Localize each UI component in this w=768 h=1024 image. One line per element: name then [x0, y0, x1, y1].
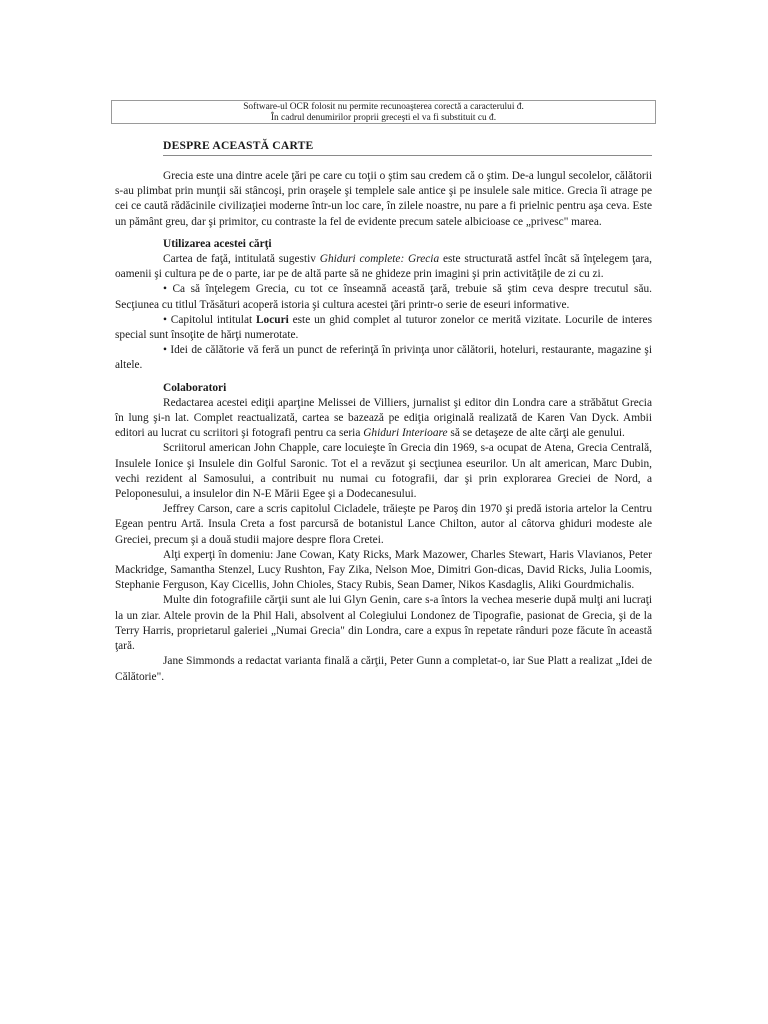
document-content	[115, 138, 652, 685]
section-heading-collaborators: Colaboratori	[163, 381, 227, 394]
collaborators-paragraph-5: Multe din fotografiile cărţii sunt ale lui Glyn Genin, care s-a întors la vechea meserie după mulţi ani lucraţi la un ziar. Altele provin de la Phil Hali, absolvent al Colegiului Londonez de Tipografie, pasionat de Grecia, şi de la Terry Harris, proprietarul galeriei „Numai Grecia" din Londra, care a expus în repetate rânduri poze făcute în această ţară.	[115, 594, 652, 653]
ocr-notice-box	[111, 100, 656, 124]
ocr-notice-line-1: Software-ul OCR folosit nu permite recunoaşterea corectă a caracterului đ.	[243, 102, 524, 112]
section-heading-usage: Utilizarea acestei cărţi	[163, 237, 272, 250]
usage-paragraph	[115, 252, 652, 282]
collab-text-2: să se detaşeze de alte cărţi ale genului.	[447, 427, 625, 440]
collaborators-paragraph-4: Alţi experţi în domeniu: Jane Cowan, Katy Ricks, Mark Mazower, Charles Stewart, Haris Vlavianos, Peter Mackridge, Samantha Stenzel, Lucy Rushton, Fay Zika, Nelson Moe, Dimitri Gon-dicas, David Ricks, Julia Loomis, Stephanie Ferguson, Kay Cicellis, John Chioles, Stacy Rubis, Sean Damer, Nikos Kasdaglis, Aliki Gourdmichalis.	[115, 548, 652, 592]
locuri-bold: Locuri	[255, 313, 289, 326]
page-title: DESPRE ACEASTĂ CARTE	[163, 138, 652, 156]
usage-bullet-3: • Idei de călătorie vă feră un punct de referinţă în privinţa unor călătorii, hoteluri, restaurante, magazine şi altele.	[115, 344, 652, 372]
bullet-2-text-1: • Capitolul intitulat	[163, 313, 256, 326]
collab-text-1: Redactarea acestei ediţii aparţine Melissei de Villiers, jurnalist şi editor din Londra care a străbătut Grecia în lung şi-n lat. Complet reactualizată, cartea se bazează pe ediţia originală realizată de Karen Van Dyck. Ambii editori au lucrat cu scriitori şi fotografi pentru ca seria	[115, 396, 652, 440]
collaborators-paragraph-3: Jeffrey Carson, care a scris capitolul Cicladele, trăieşte pe Paroş din 1970 şi predă istoria artelor la Centru Egean pentru Artă. Insula Creta a fost parcursă de botanistul Lance Chilton, autor al câtorva ghiduri modeste ale Greciei, precum şi a două studii majore despre flora Cretei.	[115, 503, 652, 546]
ocr-notice-line-2: În cadrul denumirilor proprii greceşti el va fi substituit cu đ.	[270, 113, 497, 123]
usage-bullet-1: • Ca să înţelegem Grecia, cu tot ce înseamnă această ţară, trebuie să ştim ceva despre trecutul său. Secţiunea cu titlul Trăsături acoperă istoria şi cultura acestei ţări printr-o serie de eseuri informative.	[115, 283, 652, 311]
collaborators-paragraph-6: Jane Simmonds a redactat varianta finală a cărţii, Peter Gunn a completat-o, iar Sue Platt a realizat „Idei de Călătorie".	[115, 655, 652, 683]
book-title-italic: Ghiduri complete: Grecia	[319, 253, 440, 266]
collaborators-paragraph-1	[115, 396, 652, 442]
usage-bullet-2	[115, 313, 652, 343]
collaborators-paragraph-2: Scriitorul american John Chapple, care locuieşte în Grecia din 1969, s-a ocupat de Atena, Grecia Centrală, Insulele Ionice şi Insulele din Golful Saronic. Tot el a revăzut şi secţiunea eseurilor. Un alt american, Marc Dubin, vechi rezident al Samosului, a contribuit nu numai cu fotografii, dar şi prin explorarea Greciei de Nord, a Peloponesului, a insulelor din N-E Mării Egee şi a Dodecanesului.	[115, 442, 652, 501]
usage-text-2: este structurată astfel încât să înţelegem ţara, oamenii şi cultura pe de o parte, iar pe de altă parte să ne ghideze prin imagini şi prin activităţile de zi cu zi.	[115, 253, 652, 281]
usage-text-1: Cartea de faţă, intitulată sugestiv	[163, 253, 320, 266]
intro-paragraph: Grecia este una dintre acele ţări pe care cu toţii o ştim sau credem că o ştim. De-a lungul secolelor, călătorii s-au plimbat prin munţii săi stâncoşi, prin oraşele şi templele sale antice şi pe insulele sale mitice. Grecia îi atrage pe cei ce caută rădăcinile civilizaţiei moderne într-un loc care, în zilele noastre, nu pare a fi prielnic pentru aşa ceva. Este un pământ greu, dar şi primitor, cu contraste la fel de evidente precum satele albicioase ce „privesc" marea.	[115, 170, 652, 228]
series-title-italic: Ghiduri Interioare	[363, 427, 448, 440]
bullet-2-text-2: este un ghid complet al tuturor zonelor ce merită vizitate. Locurile de interes special sunt însoţite de hărţi numerotate.	[115, 313, 652, 342]
